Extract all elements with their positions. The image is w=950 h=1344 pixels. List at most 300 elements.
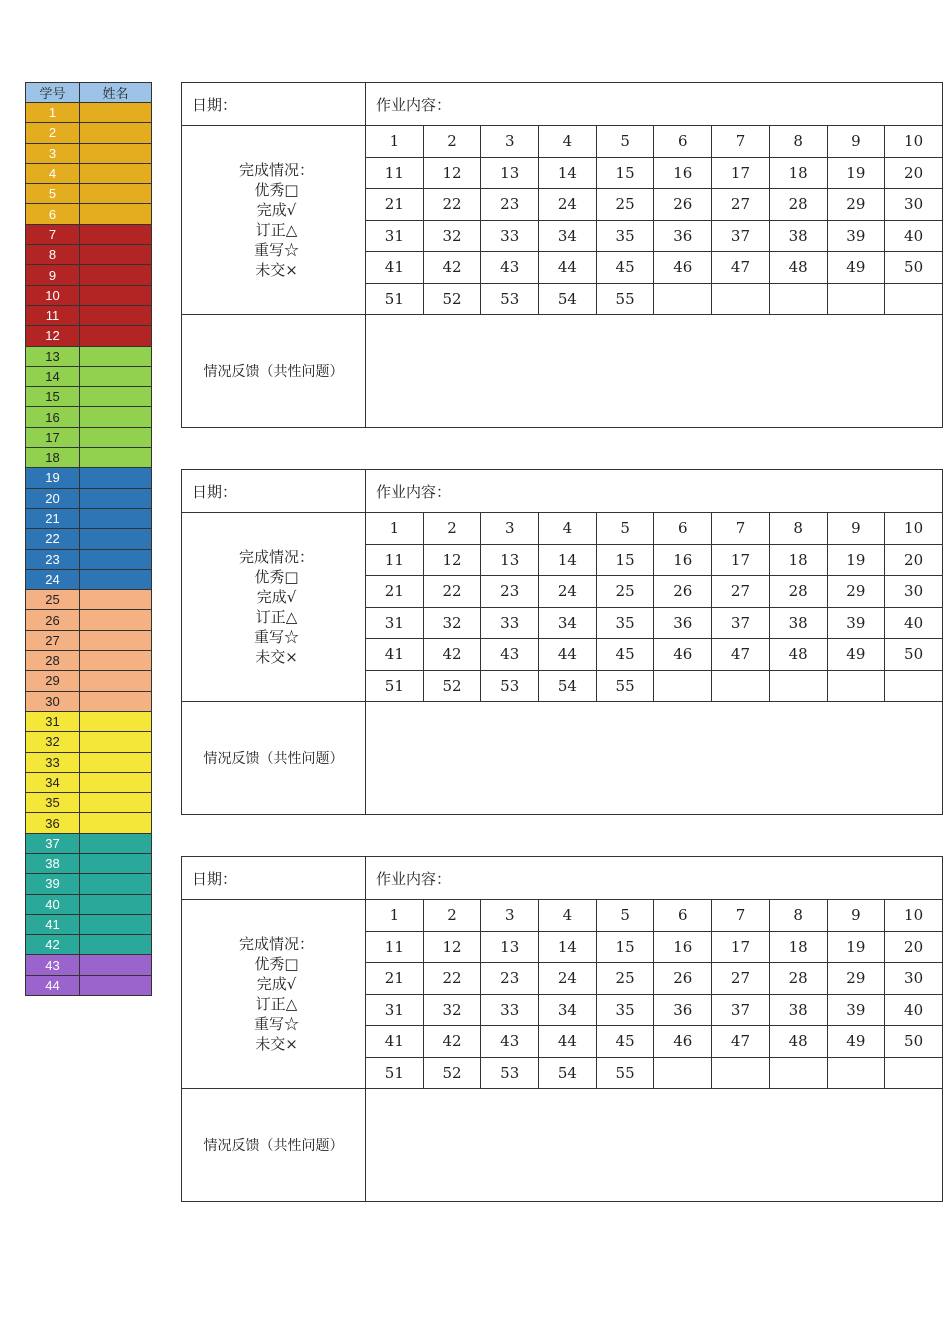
student-name-cell[interactable] [80, 103, 152, 123]
roster-row [26, 204, 152, 224]
student-mark-cell[interactable]: 51 [366, 283, 424, 315]
roster-row [26, 610, 152, 630]
completion-legend-line: 重写☆ [253, 1015, 299, 1033]
roster-row [26, 285, 152, 305]
student-mark-cell[interactable]: 32 [423, 994, 481, 1026]
student-mark-cell[interactable]: 14 [539, 544, 597, 576]
student-number-cell: 9 [26, 265, 80, 285]
student-mark-cell[interactable]: 8 [769, 900, 827, 932]
student-mark-cell[interactable]: 23 [481, 576, 539, 608]
feedback-row [182, 702, 943, 815]
student-name-cell[interactable] [80, 184, 152, 204]
student-mark-cell[interactable]: 4 [539, 126, 597, 158]
student-mark-cell[interactable]: 12 [423, 544, 481, 576]
student-mark-cell[interactable]: 25 [596, 576, 654, 608]
student-mark-cell[interactable]: 47 [712, 1026, 770, 1058]
roster-row [26, 793, 152, 813]
student-mark-cell[interactable]: 25 [596, 963, 654, 995]
student-mark-cell[interactable]: 23 [481, 189, 539, 221]
student-mark-cell[interactable]: 55 [596, 283, 654, 315]
student-number-cell: 36 [26, 813, 80, 833]
student-mark-cell[interactable]: 7 [712, 513, 770, 545]
student-mark-cell[interactable]: 1 [366, 900, 424, 932]
student-mark-cell[interactable]: 50 [885, 639, 943, 671]
student-mark-cell[interactable]: 20 [885, 157, 943, 189]
date-field[interactable]: 日期： [182, 470, 366, 513]
student-mark-cell[interactable]: 32 [423, 607, 481, 639]
completion-legend-line: 完成√ [256, 975, 297, 993]
block-header-row [182, 470, 943, 513]
student-name-cell[interactable] [80, 285, 152, 305]
roster-row [26, 569, 152, 589]
student-name-cell[interactable] [80, 853, 152, 873]
student-mark-cell[interactable]: 27 [712, 963, 770, 995]
roster-row [26, 833, 152, 853]
student-mark-cell[interactable]: 5 [596, 900, 654, 932]
completion-legend-line: 优秀□ [254, 568, 299, 586]
completion-legend-line: 订正△ [255, 221, 298, 239]
student-mark-cell[interactable]: 47 [712, 252, 770, 284]
student-mark-cell[interactable]: 7 [712, 900, 770, 932]
student-mark-cell[interactable]: 10 [885, 126, 943, 158]
student-mark-cell[interactable]: 33 [481, 607, 539, 639]
student-name-cell[interactable] [80, 245, 152, 265]
student-mark-cell[interactable]: 52 [423, 1057, 481, 1089]
student-mark-cell[interactable] [654, 670, 712, 702]
roster-row [26, 711, 152, 731]
student-mark-cell[interactable]: 30 [885, 963, 943, 995]
student-name-cell[interactable] [80, 366, 152, 386]
student-name-cell[interactable] [80, 833, 152, 853]
completion-legend-line: 完成情况： [238, 935, 314, 953]
student-mark-cell[interactable]: 41 [366, 1026, 424, 1058]
student-mark-cell[interactable]: 48 [769, 252, 827, 284]
student-mark-cell[interactable]: 27 [712, 189, 770, 221]
student-name-cell[interactable] [80, 265, 152, 285]
student-name-cell[interactable] [80, 326, 152, 346]
student-mark-cell[interactable]: 1 [366, 126, 424, 158]
student-mark-cell[interactable] [769, 1057, 827, 1089]
student-mark-cell[interactable]: 22 [423, 189, 481, 221]
student-mark-cell[interactable]: 13 [481, 931, 539, 963]
student-mark-cell[interactable]: 4 [539, 513, 597, 545]
student-mark-cell[interactable]: 54 [539, 670, 597, 702]
student-mark-cell[interactable]: 24 [539, 576, 597, 608]
student-mark-cell[interactable]: 21 [366, 576, 424, 608]
student-number-cell: 18 [26, 448, 80, 468]
homework-content-field[interactable]: 作业内容： [366, 83, 943, 126]
student-mark-cell[interactable]: 13 [481, 157, 539, 189]
student-mark-cell[interactable]: 18 [769, 157, 827, 189]
student-mark-cell[interactable]: 32 [423, 220, 481, 252]
student-mark-cell[interactable]: 31 [366, 607, 424, 639]
feedback-label: 情况反馈（共性问题） [182, 315, 366, 428]
student-mark-cell[interactable]: 27 [712, 576, 770, 608]
student-mark-cell[interactable]: 40 [885, 994, 943, 1026]
student-mark-cell[interactable]: 38 [769, 994, 827, 1026]
student-name-cell[interactable] [80, 204, 152, 224]
student-mark-cell[interactable]: 4 [539, 900, 597, 932]
student-number-header: 学号 [26, 83, 80, 103]
student-mark-cell[interactable] [827, 670, 885, 702]
student-mark-cell[interactable]: 8 [769, 126, 827, 158]
student-mark-cell[interactable]: 52 [423, 283, 481, 315]
student-mark-cell[interactable]: 22 [423, 963, 481, 995]
completion-legend-line: 未交× [255, 648, 298, 666]
student-mark-cell[interactable]: 34 [539, 220, 597, 252]
student-mark-cell[interactable]: 35 [596, 607, 654, 639]
student-number-cell: 14 [26, 366, 80, 386]
student-mark-cell[interactable]: 7 [712, 126, 770, 158]
roster-row [26, 651, 152, 671]
student-number-cell: 2 [26, 123, 80, 143]
student-mark-cell[interactable]: 25 [596, 189, 654, 221]
student-mark-cell[interactable]: 20 [885, 931, 943, 963]
student-mark-cell[interactable]: 17 [712, 931, 770, 963]
student-name-cell[interactable] [80, 163, 152, 183]
student-name-cell[interactable] [80, 488, 152, 508]
student-mark-cell[interactable]: 54 [539, 1057, 597, 1089]
student-mark-cell[interactable]: 45 [596, 252, 654, 284]
student-mark-cell[interactable]: 33 [481, 220, 539, 252]
student-mark-cell[interactable]: 49 [827, 1026, 885, 1058]
student-name-cell[interactable] [80, 813, 152, 833]
student-mark-cell[interactable]: 46 [654, 252, 712, 284]
student-name-cell[interactable] [80, 468, 152, 488]
roster-row [26, 630, 152, 650]
student-mark-cell[interactable]: 28 [769, 189, 827, 221]
student-mark-cell[interactable]: 39 [827, 607, 885, 639]
student-mark-cell[interactable]: 47 [712, 639, 770, 671]
student-mark-cell[interactable]: 40 [885, 607, 943, 639]
student-mark-cell[interactable]: 39 [827, 994, 885, 1026]
student-name-cell[interactable] [80, 651, 152, 671]
student-mark-cell[interactable] [769, 283, 827, 315]
student-mark-cell[interactable] [712, 670, 770, 702]
student-mark-cell[interactable]: 10 [885, 513, 943, 545]
student-mark-cell[interactable]: 38 [769, 607, 827, 639]
student-mark-cell[interactable]: 44 [539, 1026, 597, 1058]
student-mark-cell[interactable]: 19 [827, 544, 885, 576]
student-mark-cell[interactable]: 28 [769, 963, 827, 995]
student-mark-cell[interactable]: 12 [423, 157, 481, 189]
student-number-cell: 6 [26, 204, 80, 224]
completion-legend-line: 优秀□ [254, 955, 299, 973]
roster-row [26, 772, 152, 792]
student-mark-cell[interactable]: 14 [539, 157, 597, 189]
student-mark-cell[interactable]: 15 [596, 931, 654, 963]
feedback-input-area[interactable] [366, 315, 943, 428]
student-mark-cell[interactable]: 50 [885, 1026, 943, 1058]
roster-header-row [26, 83, 152, 103]
student-mark-cell[interactable]: 41 [366, 639, 424, 671]
student-mark-cell[interactable]: 50 [885, 252, 943, 284]
homework-content-field[interactable]: 作业内容： [366, 470, 943, 513]
student-mark-cell[interactable]: 19 [827, 157, 885, 189]
homework-content-field[interactable]: 作业内容： [366, 857, 943, 900]
student-mark-cell[interactable]: 38 [769, 220, 827, 252]
student-mark-cell[interactable]: 37 [712, 220, 770, 252]
student-name-cell[interactable] [80, 793, 152, 813]
student-mark-cell[interactable]: 51 [366, 1057, 424, 1089]
student-mark-cell[interactable]: 35 [596, 220, 654, 252]
student-mark-cell[interactable]: 42 [423, 639, 481, 671]
roster-row [26, 671, 152, 691]
student-name-cell[interactable] [80, 123, 152, 143]
student-mark-cell[interactable]: 34 [539, 607, 597, 639]
student-mark-cell[interactable] [885, 283, 943, 315]
student-name-cell[interactable] [80, 224, 152, 244]
student-mark-cell[interactable]: 9 [827, 513, 885, 545]
student-mark-cell[interactable]: 14 [539, 931, 597, 963]
student-mark-cell[interactable]: 40 [885, 220, 943, 252]
roster-row [26, 224, 152, 244]
student-mark-cell[interactable]: 21 [366, 189, 424, 221]
student-mark-cell[interactable]: 13 [481, 544, 539, 576]
student-mark-cell[interactable]: 2 [423, 900, 481, 932]
homework-record-table [181, 469, 943, 815]
student-mark-cell[interactable]: 36 [654, 607, 712, 639]
student-number-cell: 4 [26, 163, 80, 183]
roster-row [26, 488, 152, 508]
student-number-cell: 8 [26, 245, 80, 265]
student-mark-cell[interactable]: 21 [366, 963, 424, 995]
student-mark-cell[interactable]: 17 [712, 157, 770, 189]
date-field[interactable]: 日期： [182, 857, 366, 900]
student-mark-cell[interactable] [827, 1057, 885, 1089]
roster-row [26, 975, 152, 995]
student-mark-cell[interactable]: 53 [481, 283, 539, 315]
student-mark-cell[interactable]: 45 [596, 639, 654, 671]
student-mark-cell[interactable]: 41 [366, 252, 424, 284]
student-mark-cell[interactable]: 5 [596, 126, 654, 158]
student-name-cell[interactable] [80, 529, 152, 549]
student-number-cell: 33 [26, 752, 80, 772]
student-mark-cell[interactable]: 36 [654, 994, 712, 1026]
roster-row [26, 346, 152, 366]
student-mark-cell[interactable]: 2 [423, 126, 481, 158]
student-mark-cell[interactable]: 33 [481, 994, 539, 1026]
block-header-row [182, 83, 943, 126]
student-mark-cell[interactable]: 49 [827, 252, 885, 284]
completion-legend-line: 订正△ [255, 995, 298, 1013]
completion-legend [182, 900, 366, 1089]
student-number-cell: 26 [26, 610, 80, 630]
student-mark-cell[interactable]: 29 [827, 189, 885, 221]
roster-row [26, 853, 152, 873]
student-mark-cell[interactable]: 37 [712, 607, 770, 639]
student-mark-cell[interactable]: 11 [366, 544, 424, 576]
student-mark-cell[interactable] [827, 283, 885, 315]
student-number-cell: 12 [26, 326, 80, 346]
student-mark-cell[interactable]: 49 [827, 639, 885, 671]
student-mark-cell[interactable]: 45 [596, 1026, 654, 1058]
roster-row [26, 407, 152, 427]
student-mark-cell[interactable]: 54 [539, 283, 597, 315]
student-mark-cell[interactable] [654, 1057, 712, 1089]
student-number-cell: 19 [26, 468, 80, 488]
homework-record-table [181, 856, 943, 1202]
student-name-cell[interactable] [80, 569, 152, 589]
student-name-cell[interactable] [80, 387, 152, 407]
student-mark-cell[interactable]: 15 [596, 157, 654, 189]
student-mark-cell[interactable]: 31 [366, 994, 424, 1026]
roster-body [26, 103, 152, 996]
completion-legend-line: 重写☆ [253, 241, 299, 259]
student-name-cell[interactable] [80, 955, 152, 975]
student-mark-cell[interactable]: 6 [654, 513, 712, 545]
student-mark-cell[interactable]: 18 [769, 544, 827, 576]
student-number-cell: 35 [26, 793, 80, 813]
student-mark-cell[interactable]: 19 [827, 931, 885, 963]
student-mark-cell[interactable]: 53 [481, 670, 539, 702]
student-mark-cell[interactable]: 10 [885, 900, 943, 932]
feedback-input-area[interactable] [366, 1089, 943, 1202]
student-mark-cell[interactable]: 20 [885, 544, 943, 576]
student-mark-cell[interactable]: 11 [366, 157, 424, 189]
student-number-cell: 7 [26, 224, 80, 244]
student-name-cell[interactable] [80, 630, 152, 650]
roster-row [26, 143, 152, 163]
student-mark-cell[interactable]: 16 [654, 544, 712, 576]
student-number-cell: 44 [26, 975, 80, 995]
student-mark-cell[interactable] [712, 283, 770, 315]
student-mark-cell[interactable]: 43 [481, 1026, 539, 1058]
student-mark-cell[interactable] [885, 1057, 943, 1089]
student-number-cell: 10 [26, 285, 80, 305]
student-mark-cell[interactable]: 44 [539, 639, 597, 671]
feedback-row [182, 1089, 943, 1202]
roster-row [26, 813, 152, 833]
student-mark-cell[interactable]: 30 [885, 576, 943, 608]
student-name-cell[interactable] [80, 610, 152, 630]
student-mark-cell[interactable]: 23 [481, 963, 539, 995]
student-mark-cell[interactable]: 35 [596, 994, 654, 1026]
roster-row [26, 103, 152, 123]
student-name-cell[interactable] [80, 691, 152, 711]
student-mark-cell[interactable]: 48 [769, 639, 827, 671]
student-mark-cell[interactable]: 16 [654, 157, 712, 189]
student-mark-cell[interactable] [885, 670, 943, 702]
student-name-cell[interactable] [80, 914, 152, 934]
student-mark-cell[interactable] [712, 1057, 770, 1089]
student-name-cell[interactable] [80, 143, 152, 163]
student-mark-cell[interactable]: 11 [366, 931, 424, 963]
student-number-cell: 23 [26, 549, 80, 569]
student-mark-cell[interactable] [769, 670, 827, 702]
student-mark-cell[interactable]: 26 [654, 576, 712, 608]
student-name-cell[interactable] [80, 427, 152, 447]
student-mark-cell[interactable]: 46 [654, 639, 712, 671]
student-name-cell[interactable] [80, 874, 152, 894]
student-name-cell[interactable] [80, 549, 152, 569]
student-number-cell: 13 [26, 346, 80, 366]
student-mark-cell[interactable]: 3 [481, 900, 539, 932]
student-mark-cell[interactable]: 36 [654, 220, 712, 252]
student-mark-cell[interactable]: 16 [654, 931, 712, 963]
feedback-input-area[interactable] [366, 702, 943, 815]
student-name-cell[interactable] [80, 752, 152, 772]
roster-row [26, 448, 152, 468]
student-name-cell[interactable] [80, 772, 152, 792]
student-number-cell: 1 [26, 103, 80, 123]
student-number-cell: 32 [26, 732, 80, 752]
student-mark-cell[interactable]: 30 [885, 189, 943, 221]
student-mark-cell[interactable]: 34 [539, 994, 597, 1026]
student-mark-cell[interactable]: 3 [481, 513, 539, 545]
student-mark-cell[interactable]: 24 [539, 189, 597, 221]
student-mark-cell[interactable]: 9 [827, 900, 885, 932]
student-mark-cell[interactable]: 39 [827, 220, 885, 252]
student-name-cell[interactable] [80, 448, 152, 468]
student-mark-cell[interactable]: 5 [596, 513, 654, 545]
student-mark-cell[interactable]: 6 [654, 900, 712, 932]
student-name-cell[interactable] [80, 508, 152, 528]
student-mark-cell[interactable]: 1 [366, 513, 424, 545]
student-mark-cell[interactable]: 9 [827, 126, 885, 158]
student-mark-cell[interactable]: 12 [423, 931, 481, 963]
student-mark-cell[interactable]: 6 [654, 126, 712, 158]
student-mark-cell[interactable]: 42 [423, 1026, 481, 1058]
student-mark-cell[interactable]: 51 [366, 670, 424, 702]
student-mark-cell[interactable]: 8 [769, 513, 827, 545]
student-mark-cell[interactable]: 46 [654, 1026, 712, 1058]
student-mark-cell[interactable]: 22 [423, 576, 481, 608]
student-mark-cell[interactable]: 29 [827, 963, 885, 995]
student-mark-cell[interactable] [654, 283, 712, 315]
student-mark-cell[interactable]: 26 [654, 963, 712, 995]
student-mark-cell[interactable]: 18 [769, 931, 827, 963]
student-mark-cell[interactable]: 43 [481, 639, 539, 671]
student-mark-cell[interactable]: 55 [596, 670, 654, 702]
student-mark-cell[interactable]: 3 [481, 126, 539, 158]
student-number-cell: 28 [26, 651, 80, 671]
completion-legend-line: 完成情况： [238, 161, 314, 179]
student-name-cell[interactable] [80, 732, 152, 752]
student-name-cell[interactable] [80, 671, 152, 691]
student-mark-cell[interactable]: 55 [596, 1057, 654, 1089]
roster-row [26, 468, 152, 488]
student-name-cell[interactable] [80, 894, 152, 914]
student-mark-cell[interactable]: 48 [769, 1026, 827, 1058]
student-mark-cell[interactable]: 28 [769, 576, 827, 608]
student-mark-cell[interactable]: 42 [423, 252, 481, 284]
student-mark-cell[interactable]: 24 [539, 963, 597, 995]
student-mark-cell[interactable]: 17 [712, 544, 770, 576]
student-mark-cell[interactable]: 31 [366, 220, 424, 252]
roster-row [26, 874, 152, 894]
student-mark-cell[interactable]: 26 [654, 189, 712, 221]
student-name-cell[interactable] [80, 711, 152, 731]
student-mark-cell[interactable]: 29 [827, 576, 885, 608]
student-name-cell[interactable] [80, 305, 152, 325]
student-mark-cell[interactable]: 43 [481, 252, 539, 284]
student-name-cell[interactable] [80, 407, 152, 427]
student-mark-cell[interactable]: 53 [481, 1057, 539, 1089]
student-number-cell: 24 [26, 569, 80, 589]
student-mark-cell[interactable]: 37 [712, 994, 770, 1026]
student-mark-cell[interactable]: 15 [596, 544, 654, 576]
student-name-cell[interactable] [80, 590, 152, 610]
student-mark-cell[interactable]: 52 [423, 670, 481, 702]
roster-row [26, 732, 152, 752]
student-name-cell[interactable] [80, 935, 152, 955]
student-mark-cell[interactable]: 2 [423, 513, 481, 545]
date-field[interactable]: 日期： [182, 83, 366, 126]
student-name-cell[interactable] [80, 975, 152, 995]
student-mark-cell[interactable]: 44 [539, 252, 597, 284]
student-name-cell[interactable] [80, 346, 152, 366]
